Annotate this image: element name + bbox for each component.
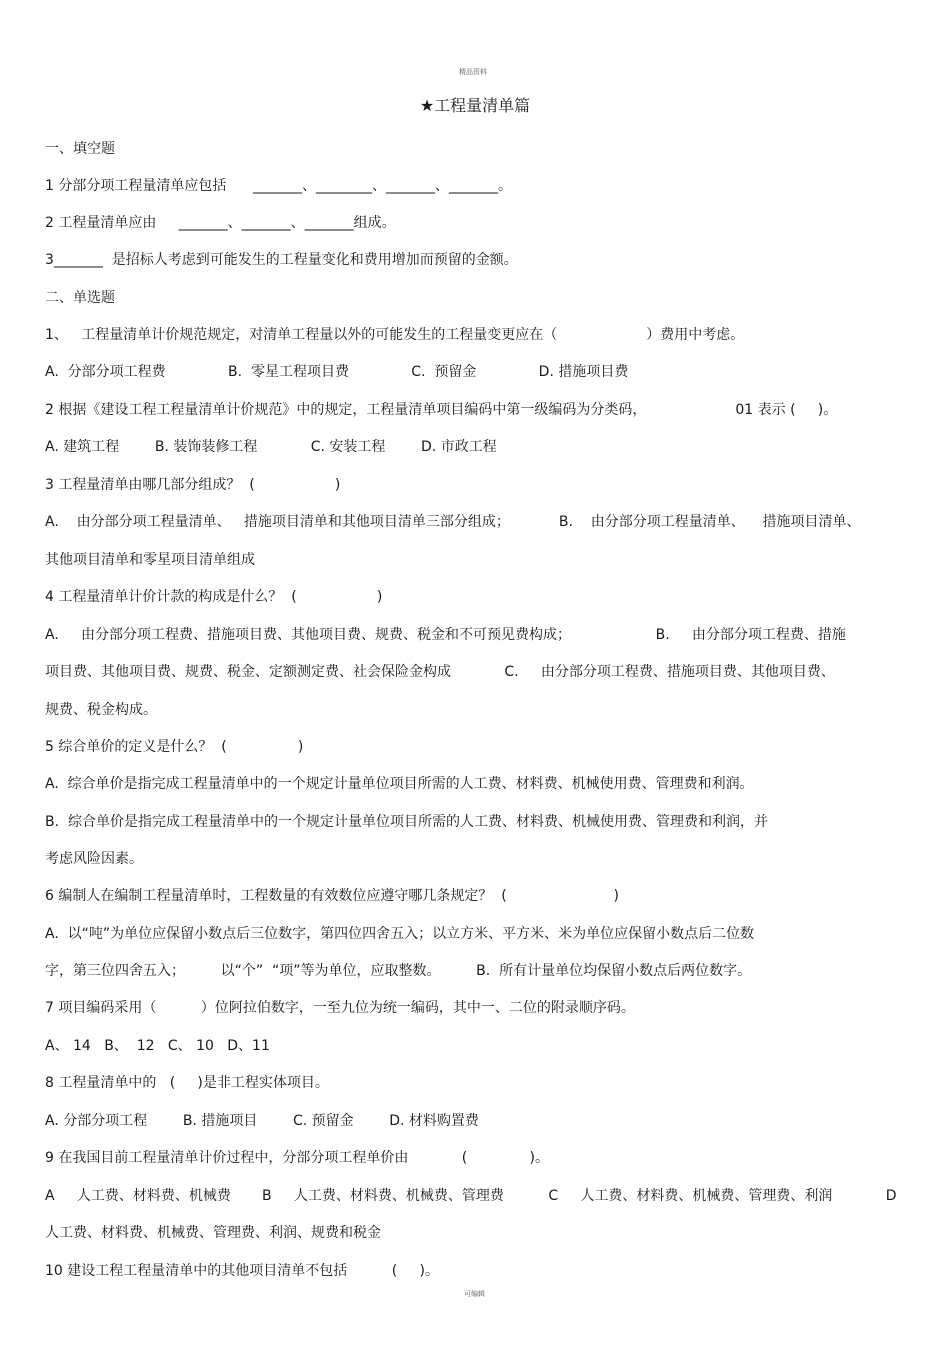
- options-line: A、 14 B、 12 C、 10 D、11: [45, 1038, 270, 1054]
- page-title: ★工程量清单篇: [419, 96, 531, 115]
- header-note: 精品资料: [459, 68, 487, 76]
- question-line: 2 根据《建设工程工程量清单计价规范》中的规定，工程量清单项目编码中第一级编码为分类码， 01 表示 ( )。: [45, 402, 838, 418]
- options-line: A 人工费、材料费、机械费 B 人工费、材料费、机械费、管理费 C 人工费、材料费、机械费、管理费、利润 D: [45, 1188, 897, 1204]
- options-line: A. 建筑工程 B. 装饰装修工程 C. 安装工程 D. 市政工程: [45, 439, 497, 455]
- options-line: A. 由分部分项工程费、措施项目费、其他项目费、规费、税金和不可预见费构成； B. 由分部分项工程费、措施: [45, 627, 846, 643]
- options-line: A. 分部分项工程 B. 措施项目 C. 预留金 D. 材料购置费: [45, 1113, 479, 1129]
- options-line: A. 分部分项工程费 B. 零星工程项目费 C. 预留金 D. 措施项目费: [45, 364, 629, 380]
- question-line: 4 工程量清单计价计款的构成是什么？ ( ): [45, 589, 383, 605]
- options-line: 考虑风险因素。: [45, 851, 143, 867]
- options-line: 字，第三位四舍五入； 以“个” “项”等为单位，应取整数。 B. 所有计量单位均保留小数点后两位数字。: [45, 963, 752, 979]
- options-line: A. 由分部分项工程量清单、 措施项目清单和其他项目清单三部分组成； B. 由分部分项工程量清单、 措施项目清单、: [45, 514, 861, 530]
- question-line: 10 建设工程工程量清单中的其他项目清单不包括 ( )。: [45, 1263, 439, 1279]
- question-line: 5 综合单价的定义是什么？ ( ): [45, 739, 304, 755]
- footer-note: 可编辑: [464, 1290, 485, 1298]
- options-line: 人工费、材料费、机械费、管理费、利润、规费和税金: [45, 1225, 381, 1241]
- options-line: 其他项目清单和零星项目清单组成: [45, 552, 255, 568]
- question-line: 2 工程量清单应由 _______、_______、_______组成。: [45, 215, 396, 231]
- question-line: 7 项目编码采用（ ）位阿拉伯数字，一至九位为统一编码，其中一、二位的附录顺序码。: [45, 1000, 635, 1016]
- question-line: 3 工程量清单由哪几部分组成？ ( ): [45, 477, 341, 493]
- question-line: 1、 工程量清单计价规范规定，对清单工程量以外的可能发生的工程量变更应在（ ）费用中考虑。: [45, 327, 745, 343]
- question-line: 6 编制人在编制工程量清单时，工程数量的有效数位应遵守哪几条规定？ ( ): [45, 888, 619, 904]
- question-line: 1 分部分项工程量清单应包括 _______、________、_______、_______。: [45, 178, 513, 194]
- question-line: 3_______ 是招标人考虑到可能发生的工程量变化和费用增加而预留的金额。: [45, 252, 518, 268]
- options-line: 项目费、其他项目费、规费、税金、定额测定费、社会保险金构成 C. 由分部分项工程费、措施项目费、其他项目费、: [45, 664, 835, 680]
- question-line: 8 工程量清单中的 ( )是非工程实体项目。: [45, 1075, 329, 1091]
- question-line: 9 在我国目前工程量清单计价过程中，分部分项工程单价由 ( )。: [45, 1150, 549, 1166]
- options-line: 规费、税金构成。: [45, 702, 157, 718]
- options-line: A. 以“吨”为单位应保留小数点后三位数字，第四位四舍五入；以立方米、平方米、米为单位应保留小数点后二位数: [45, 926, 755, 942]
- section-heading-single-choice: 二、单选题: [45, 290, 115, 306]
- options-line: B. 综合单价是指完成工程量清单中的一个规定计量单位项目所需的人工费、材料费、机械使用费、管理费和利润，并: [45, 814, 768, 830]
- options-line: A. 综合单价是指完成工程量清单中的一个规定计量单位项目所需的人工费、材料费、机械使用费、管理费和利润。: [45, 776, 754, 792]
- section-heading-fill-blank: 一、填空题: [45, 141, 115, 157]
